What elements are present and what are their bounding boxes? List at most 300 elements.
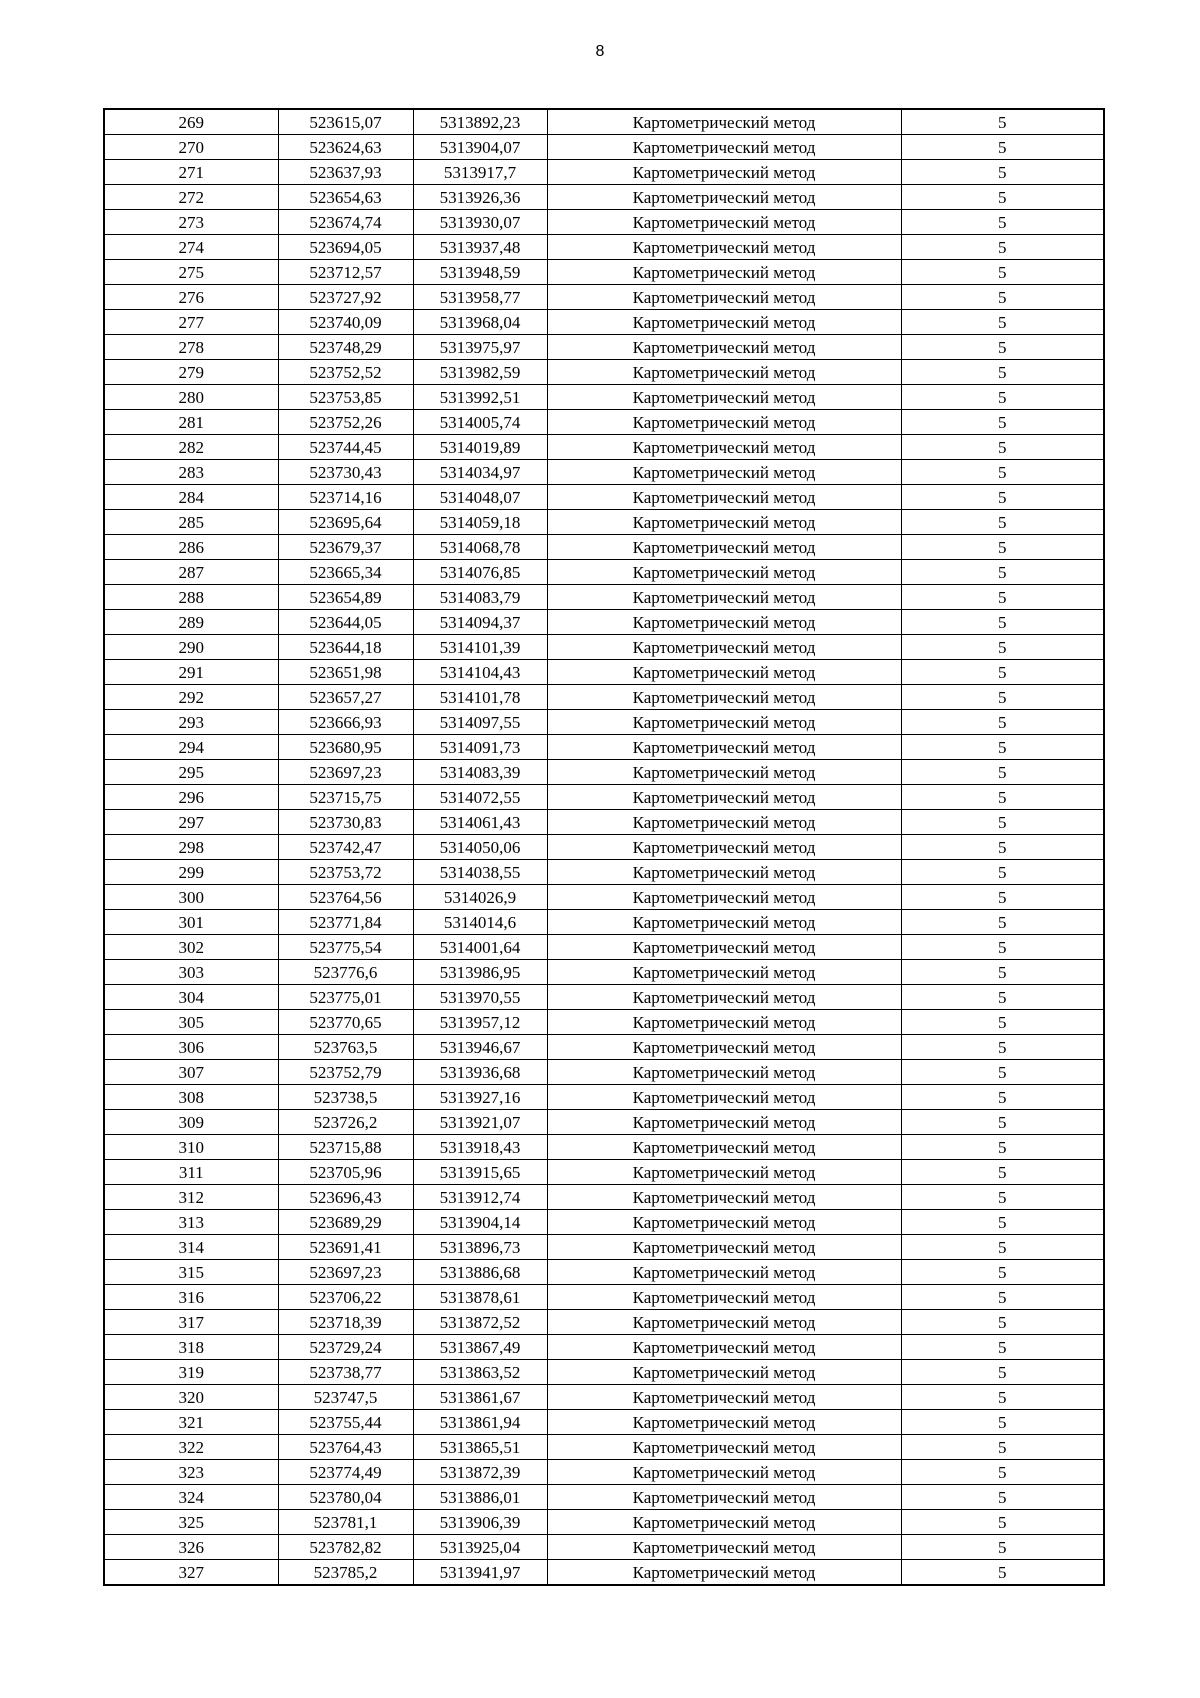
point-number-cell: 289 xyxy=(104,610,278,635)
method-cell: Картометрический метод xyxy=(547,109,901,135)
point-number-cell: 306 xyxy=(104,1035,278,1060)
x-coordinate-cell: 523764,43 xyxy=(278,1435,413,1460)
accuracy-cell: 5 xyxy=(901,185,1104,210)
point-number-cell: 296 xyxy=(104,785,278,810)
accuracy-cell: 5 xyxy=(901,1560,1104,1586)
y-coordinate-cell: 5313917,7 xyxy=(413,160,547,185)
table-row xyxy=(104,1485,1104,1510)
y-coordinate-cell: 5313861,94 xyxy=(413,1410,547,1435)
y-coordinate-cell: 5314104,43 xyxy=(413,660,547,685)
method-cell: Картометрический метод xyxy=(547,985,901,1010)
table-row xyxy=(104,1510,1104,1535)
method-cell: Картометрический метод xyxy=(547,1510,901,1535)
accuracy-cell: 5 xyxy=(901,1060,1104,1085)
y-coordinate-cell: 5313975,97 xyxy=(413,335,547,360)
point-number-cell: 281 xyxy=(104,410,278,435)
method-cell: Картометрический метод xyxy=(547,835,901,860)
method-cell: Картометрический метод xyxy=(547,1560,901,1586)
x-coordinate-cell: 523740,09 xyxy=(278,310,413,335)
accuracy-cell: 5 xyxy=(901,535,1104,560)
method-cell: Картометрический метод xyxy=(547,1135,901,1160)
method-cell: Картометрический метод xyxy=(547,560,901,585)
y-coordinate-cell: 5314094,37 xyxy=(413,610,547,635)
table-row xyxy=(104,1210,1104,1235)
accuracy-cell: 5 xyxy=(901,510,1104,535)
x-coordinate-cell: 523657,27 xyxy=(278,685,413,710)
method-cell: Картометрический метод xyxy=(547,1385,901,1410)
table-row xyxy=(104,535,1104,560)
point-number-cell: 297 xyxy=(104,810,278,835)
accuracy-cell: 5 xyxy=(901,310,1104,335)
point-number-cell: 305 xyxy=(104,1010,278,1035)
method-cell: Картометрический метод xyxy=(547,1210,901,1235)
accuracy-cell: 5 xyxy=(901,1435,1104,1460)
point-number-cell: 314 xyxy=(104,1235,278,1260)
y-coordinate-cell: 5314072,55 xyxy=(413,785,547,810)
x-coordinate-cell: 523714,16 xyxy=(278,485,413,510)
y-coordinate-cell: 5313958,77 xyxy=(413,285,547,310)
method-cell: Картометрический метод xyxy=(547,235,901,260)
x-coordinate-cell: 523706,22 xyxy=(278,1285,413,1310)
table-row xyxy=(104,185,1104,210)
y-coordinate-cell: 5313886,68 xyxy=(413,1260,547,1285)
y-coordinate-cell: 5313863,52 xyxy=(413,1360,547,1385)
method-cell: Картометрический метод xyxy=(547,1410,901,1435)
y-coordinate-cell: 5313927,16 xyxy=(413,1085,547,1110)
point-number-cell: 288 xyxy=(104,585,278,610)
x-coordinate-cell: 523771,84 xyxy=(278,910,413,935)
accuracy-cell: 5 xyxy=(901,235,1104,260)
method-cell: Картометрический метод xyxy=(547,1360,901,1385)
method-cell: Картометрический метод xyxy=(547,1485,901,1510)
accuracy-cell: 5 xyxy=(901,260,1104,285)
accuracy-cell: 5 xyxy=(901,1085,1104,1110)
y-coordinate-cell: 5313986,95 xyxy=(413,960,547,985)
table-row xyxy=(104,1460,1104,1485)
accuracy-cell: 5 xyxy=(901,760,1104,785)
method-cell: Картометрический метод xyxy=(547,810,901,835)
table-row xyxy=(104,210,1104,235)
accuracy-cell: 5 xyxy=(901,1210,1104,1235)
y-coordinate-cell: 5313957,12 xyxy=(413,1010,547,1035)
table-row xyxy=(104,310,1104,335)
y-coordinate-cell: 5313970,55 xyxy=(413,985,547,1010)
accuracy-cell: 5 xyxy=(901,1010,1104,1035)
accuracy-cell: 5 xyxy=(901,460,1104,485)
point-number-cell: 312 xyxy=(104,1185,278,1210)
y-coordinate-cell: 5313865,51 xyxy=(413,1435,547,1460)
table-row xyxy=(104,1535,1104,1560)
accuracy-cell: 5 xyxy=(901,835,1104,860)
y-coordinate-cell: 5313886,01 xyxy=(413,1485,547,1510)
table-row xyxy=(104,1235,1104,1260)
x-coordinate-cell: 523726,2 xyxy=(278,1110,413,1135)
accuracy-cell: 5 xyxy=(901,810,1104,835)
method-cell: Картометрический метод xyxy=(547,1460,901,1485)
x-coordinate-cell: 523679,37 xyxy=(278,535,413,560)
point-number-cell: 310 xyxy=(104,1135,278,1160)
method-cell: Картометрический метод xyxy=(547,1035,901,1060)
method-cell: Картометрический метод xyxy=(547,410,901,435)
table-row xyxy=(104,835,1104,860)
table-row xyxy=(104,610,1104,635)
method-cell: Картометрический метод xyxy=(547,135,901,160)
x-coordinate-cell: 523738,5 xyxy=(278,1085,413,1110)
point-number-cell: 303 xyxy=(104,960,278,985)
point-number-cell: 307 xyxy=(104,1060,278,1085)
y-coordinate-cell: 5314083,79 xyxy=(413,585,547,610)
table-row xyxy=(104,660,1104,685)
point-number-cell: 299 xyxy=(104,860,278,885)
accuracy-cell: 5 xyxy=(901,1160,1104,1185)
method-cell: Картометрический метод xyxy=(547,435,901,460)
table-row xyxy=(104,510,1104,535)
accuracy-cell: 5 xyxy=(901,960,1104,985)
method-cell: Картометрический метод xyxy=(547,1310,901,1335)
point-number-cell: 271 xyxy=(104,160,278,185)
x-coordinate-cell: 523637,93 xyxy=(278,160,413,185)
y-coordinate-cell: 5314050,06 xyxy=(413,835,547,860)
y-coordinate-cell: 5313912,74 xyxy=(413,1185,547,1210)
table-row xyxy=(104,260,1104,285)
method-cell: Картометрический метод xyxy=(547,335,901,360)
y-coordinate-cell: 5313904,07 xyxy=(413,135,547,160)
y-coordinate-cell: 5313948,59 xyxy=(413,260,547,285)
x-coordinate-cell: 523689,29 xyxy=(278,1210,413,1235)
y-coordinate-cell: 5313930,07 xyxy=(413,210,547,235)
point-number-cell: 319 xyxy=(104,1360,278,1385)
y-coordinate-cell: 5313946,67 xyxy=(413,1035,547,1060)
table-row xyxy=(104,985,1104,1010)
method-cell: Картометрический метод xyxy=(547,735,901,760)
x-coordinate-cell: 523615,07 xyxy=(278,109,413,135)
point-number-cell: 280 xyxy=(104,385,278,410)
accuracy-cell: 5 xyxy=(901,210,1104,235)
y-coordinate-cell: 5314019,89 xyxy=(413,435,547,460)
y-coordinate-cell: 5313878,61 xyxy=(413,1285,547,1310)
x-coordinate-cell: 523697,23 xyxy=(278,1260,413,1285)
x-coordinate-cell: 523755,44 xyxy=(278,1410,413,1435)
accuracy-cell: 5 xyxy=(901,1335,1104,1360)
x-coordinate-cell: 523781,1 xyxy=(278,1510,413,1535)
accuracy-cell: 5 xyxy=(901,1510,1104,1535)
method-cell: Картометрический метод xyxy=(547,635,901,660)
y-coordinate-cell: 5313861,67 xyxy=(413,1385,547,1410)
point-number-cell: 318 xyxy=(104,1335,278,1360)
method-cell: Картометрический метод xyxy=(547,535,901,560)
point-number-cell: 317 xyxy=(104,1310,278,1335)
x-coordinate-cell: 523705,96 xyxy=(278,1160,413,1185)
y-coordinate-cell: 5313906,39 xyxy=(413,1510,547,1535)
point-number-cell: 273 xyxy=(104,210,278,235)
accuracy-cell: 5 xyxy=(901,585,1104,610)
method-cell: Картометрический метод xyxy=(547,1010,901,1035)
x-coordinate-cell: 523730,43 xyxy=(278,460,413,485)
table-row xyxy=(104,1160,1104,1185)
x-coordinate-cell: 523753,85 xyxy=(278,385,413,410)
table-row xyxy=(104,1260,1104,1285)
y-coordinate-cell: 5313968,04 xyxy=(413,310,547,335)
accuracy-cell: 5 xyxy=(901,660,1104,685)
accuracy-cell: 5 xyxy=(901,360,1104,385)
point-number-cell: 327 xyxy=(104,1560,278,1586)
y-coordinate-cell: 5313918,43 xyxy=(413,1135,547,1160)
point-number-cell: 320 xyxy=(104,1385,278,1410)
y-coordinate-cell: 5314101,39 xyxy=(413,635,547,660)
table-row xyxy=(104,1010,1104,1035)
y-coordinate-cell: 5314068,78 xyxy=(413,535,547,560)
table-row xyxy=(104,160,1104,185)
method-cell: Картометрический метод xyxy=(547,760,901,785)
table-row xyxy=(104,1060,1104,1085)
y-coordinate-cell: 5313982,59 xyxy=(413,360,547,385)
x-coordinate-cell: 523695,64 xyxy=(278,510,413,535)
accuracy-cell: 5 xyxy=(901,710,1104,735)
point-number-cell: 276 xyxy=(104,285,278,310)
point-number-cell: 282 xyxy=(104,435,278,460)
table-row xyxy=(104,910,1104,935)
accuracy-cell: 5 xyxy=(901,560,1104,585)
y-coordinate-cell: 5314014,6 xyxy=(413,910,547,935)
x-coordinate-cell: 523780,04 xyxy=(278,1485,413,1510)
point-number-cell: 321 xyxy=(104,1410,278,1435)
table-row xyxy=(104,935,1104,960)
accuracy-cell: 5 xyxy=(901,1135,1104,1160)
method-cell: Картометрический метод xyxy=(547,1285,901,1310)
point-number-cell: 279 xyxy=(104,360,278,385)
y-coordinate-cell: 5314034,97 xyxy=(413,460,547,485)
point-number-cell: 325 xyxy=(104,1510,278,1535)
x-coordinate-cell: 523651,98 xyxy=(278,660,413,685)
x-coordinate-cell: 523770,65 xyxy=(278,1010,413,1035)
accuracy-cell: 5 xyxy=(901,385,1104,410)
method-cell: Картометрический метод xyxy=(547,910,901,935)
table-row xyxy=(104,1185,1104,1210)
method-cell: Картометрический метод xyxy=(547,1185,901,1210)
table-row xyxy=(104,235,1104,260)
x-coordinate-cell: 523776,6 xyxy=(278,960,413,985)
accuracy-cell: 5 xyxy=(901,935,1104,960)
table-row xyxy=(104,1360,1104,1385)
x-coordinate-cell: 523712,57 xyxy=(278,260,413,285)
table-row xyxy=(104,585,1104,610)
accuracy-cell: 5 xyxy=(901,785,1104,810)
point-number-cell: 302 xyxy=(104,935,278,960)
point-number-cell: 274 xyxy=(104,235,278,260)
accuracy-cell: 5 xyxy=(901,1360,1104,1385)
accuracy-cell: 5 xyxy=(901,1235,1104,1260)
y-coordinate-cell: 5313915,65 xyxy=(413,1160,547,1185)
table-row xyxy=(104,1135,1104,1160)
point-number-cell: 285 xyxy=(104,510,278,535)
accuracy-cell: 5 xyxy=(901,435,1104,460)
x-coordinate-cell: 523654,63 xyxy=(278,185,413,210)
x-coordinate-cell: 523665,34 xyxy=(278,560,413,585)
accuracy-cell: 5 xyxy=(901,1185,1104,1210)
accuracy-cell: 5 xyxy=(901,335,1104,360)
point-number-cell: 323 xyxy=(104,1460,278,1485)
method-cell: Картометрический метод xyxy=(547,385,901,410)
table-row xyxy=(104,1035,1104,1060)
coordinates-table-body xyxy=(104,109,1104,1585)
accuracy-cell: 5 xyxy=(901,860,1104,885)
x-coordinate-cell: 523666,93 xyxy=(278,710,413,735)
accuracy-cell: 5 xyxy=(901,285,1104,310)
accuracy-cell: 5 xyxy=(901,1385,1104,1410)
method-cell: Картометрический метод xyxy=(547,360,901,385)
x-coordinate-cell: 523785,2 xyxy=(278,1560,413,1586)
point-number-cell: 287 xyxy=(104,560,278,585)
y-coordinate-cell: 5313867,49 xyxy=(413,1335,547,1360)
x-coordinate-cell: 523715,88 xyxy=(278,1135,413,1160)
accuracy-cell: 5 xyxy=(901,985,1104,1010)
x-coordinate-cell: 523694,05 xyxy=(278,235,413,260)
x-coordinate-cell: 523644,05 xyxy=(278,610,413,635)
accuracy-cell: 5 xyxy=(901,1260,1104,1285)
point-number-cell: 275 xyxy=(104,260,278,285)
point-number-cell: 322 xyxy=(104,1435,278,1460)
table-row xyxy=(104,435,1104,460)
y-coordinate-cell: 5313892,23 xyxy=(413,109,547,135)
table-row xyxy=(104,785,1104,810)
table-row xyxy=(104,860,1104,885)
x-coordinate-cell: 523696,43 xyxy=(278,1185,413,1210)
table-row xyxy=(104,460,1104,485)
y-coordinate-cell: 5314083,39 xyxy=(413,760,547,785)
point-number-cell: 295 xyxy=(104,760,278,785)
y-coordinate-cell: 5314005,74 xyxy=(413,410,547,435)
method-cell: Картометрический метод xyxy=(547,885,901,910)
method-cell: Картометрический метод xyxy=(547,610,901,635)
accuracy-cell: 5 xyxy=(901,160,1104,185)
point-number-cell: 290 xyxy=(104,635,278,660)
method-cell: Картометрический метод xyxy=(547,660,901,685)
point-number-cell: 291 xyxy=(104,660,278,685)
table-row xyxy=(104,710,1104,735)
table-row xyxy=(104,1385,1104,1410)
x-coordinate-cell: 523744,45 xyxy=(278,435,413,460)
y-coordinate-cell: 5313937,48 xyxy=(413,235,547,260)
point-number-cell: 313 xyxy=(104,1210,278,1235)
point-number-cell: 272 xyxy=(104,185,278,210)
y-coordinate-cell: 5313872,52 xyxy=(413,1310,547,1335)
method-cell: Картометрический метод xyxy=(547,935,901,960)
point-number-cell: 292 xyxy=(104,685,278,710)
method-cell: Картометрический метод xyxy=(547,685,901,710)
y-coordinate-cell: 5313936,68 xyxy=(413,1060,547,1085)
table-row xyxy=(104,560,1104,585)
x-coordinate-cell: 523738,77 xyxy=(278,1360,413,1385)
y-coordinate-cell: 5313904,14 xyxy=(413,1210,547,1235)
y-coordinate-cell: 5314038,55 xyxy=(413,860,547,885)
x-coordinate-cell: 523654,89 xyxy=(278,585,413,610)
point-number-cell: 300 xyxy=(104,885,278,910)
x-coordinate-cell: 523674,74 xyxy=(278,210,413,235)
table-row xyxy=(104,385,1104,410)
accuracy-cell: 5 xyxy=(901,109,1104,135)
table-row xyxy=(104,1335,1104,1360)
method-cell: Картометрический метод xyxy=(547,310,901,335)
table-row xyxy=(104,685,1104,710)
method-cell: Картометрический метод xyxy=(547,485,901,510)
method-cell: Картометрический метод xyxy=(547,710,901,735)
point-number-cell: 308 xyxy=(104,1085,278,1110)
y-coordinate-cell: 5314101,78 xyxy=(413,685,547,710)
point-number-cell: 301 xyxy=(104,910,278,935)
y-coordinate-cell: 5314048,07 xyxy=(413,485,547,510)
method-cell: Картометрический метод xyxy=(547,585,901,610)
y-coordinate-cell: 5313926,36 xyxy=(413,185,547,210)
y-coordinate-cell: 5313872,39 xyxy=(413,1460,547,1485)
table-row xyxy=(104,410,1104,435)
method-cell: Картометрический метод xyxy=(547,510,901,535)
accuracy-cell: 5 xyxy=(901,635,1104,660)
y-coordinate-cell: 5314061,43 xyxy=(413,810,547,835)
point-number-cell: 283 xyxy=(104,460,278,485)
table-row xyxy=(104,335,1104,360)
method-cell: Картометрический метод xyxy=(547,1085,901,1110)
y-coordinate-cell: 5314076,85 xyxy=(413,560,547,585)
point-number-cell: 293 xyxy=(104,710,278,735)
accuracy-cell: 5 xyxy=(901,1485,1104,1510)
table-row xyxy=(104,1560,1104,1586)
point-number-cell: 270 xyxy=(104,135,278,160)
x-coordinate-cell: 523748,29 xyxy=(278,335,413,360)
point-number-cell: 278 xyxy=(104,335,278,360)
table-row xyxy=(104,109,1104,135)
method-cell: Картометрический метод xyxy=(547,185,901,210)
method-cell: Картометрический метод xyxy=(547,1260,901,1285)
method-cell: Картометрический метод xyxy=(547,1435,901,1460)
accuracy-cell: 5 xyxy=(901,1460,1104,1485)
y-coordinate-cell: 5314001,64 xyxy=(413,935,547,960)
accuracy-cell: 5 xyxy=(901,1110,1104,1135)
y-coordinate-cell: 5314091,73 xyxy=(413,735,547,760)
table-row xyxy=(104,760,1104,785)
accuracy-cell: 5 xyxy=(901,410,1104,435)
table-row xyxy=(104,1285,1104,1310)
point-number-cell: 311 xyxy=(104,1160,278,1185)
accuracy-cell: 5 xyxy=(901,1410,1104,1435)
method-cell: Картометрический метод xyxy=(547,960,901,985)
point-number-cell: 284 xyxy=(104,485,278,510)
x-coordinate-cell: 523729,24 xyxy=(278,1335,413,1360)
x-coordinate-cell: 523775,54 xyxy=(278,935,413,960)
method-cell: Картометрический метод xyxy=(547,285,901,310)
page-number: 8 xyxy=(595,43,605,60)
y-coordinate-cell: 5313992,51 xyxy=(413,385,547,410)
method-cell: Картометрический метод xyxy=(547,1160,901,1185)
table-row xyxy=(104,810,1104,835)
table-row xyxy=(104,735,1104,760)
x-coordinate-cell: 523715,75 xyxy=(278,785,413,810)
method-cell: Картометрический метод xyxy=(547,1110,901,1135)
table-row xyxy=(104,1435,1104,1460)
table-row xyxy=(104,635,1104,660)
method-cell: Картометрический метод xyxy=(547,460,901,485)
accuracy-cell: 5 xyxy=(901,685,1104,710)
x-coordinate-cell: 523752,79 xyxy=(278,1060,413,1085)
point-number-cell: 326 xyxy=(104,1535,278,1560)
x-coordinate-cell: 523752,52 xyxy=(278,360,413,385)
table-row xyxy=(104,885,1104,910)
table-row xyxy=(104,285,1104,310)
y-coordinate-cell: 5313925,04 xyxy=(413,1535,547,1560)
table-row xyxy=(104,485,1104,510)
method-cell: Картометрический метод xyxy=(547,860,901,885)
x-coordinate-cell: 523752,26 xyxy=(278,410,413,435)
x-coordinate-cell: 523742,47 xyxy=(278,835,413,860)
